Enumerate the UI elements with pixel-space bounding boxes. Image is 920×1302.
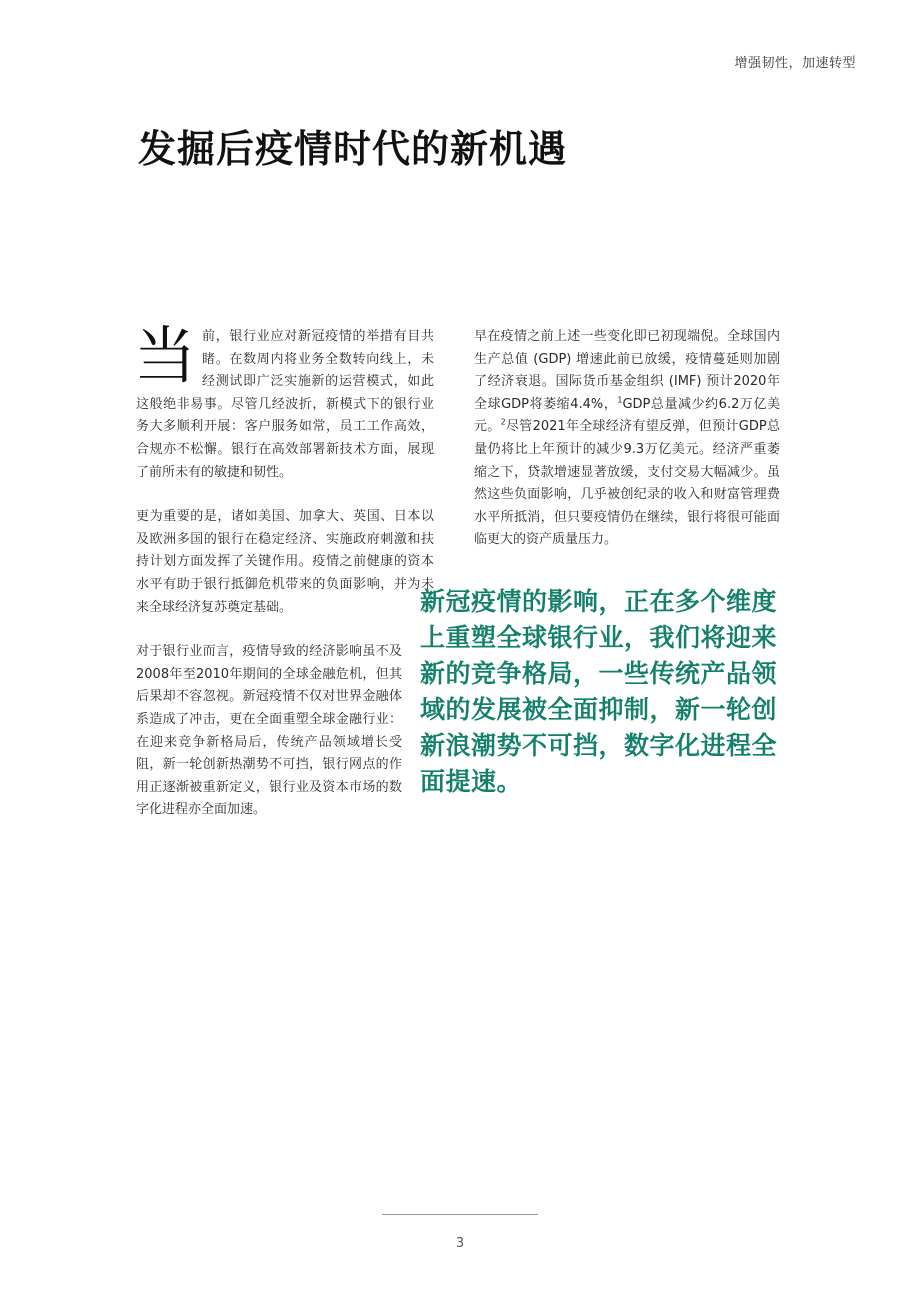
page-title: 发掘后疫情时代的新机遇 (138, 127, 568, 171)
right-paragraph-part-1: 早在疫情之前上述一些变化即已初现端倪。全球国内生产总值 (GDP) 增速此前已放缓，疫情蔓延则加剧了经济衰退。国际货币基金组织 (IMF) 预计2020年全球GDP将萎缩4.4%， (474, 329, 780, 412)
paragraph-2: 更为重要的是，诸如美国、加拿大、英国、日本以及欧洲多国的银行在稳定经济、实施政府刺激和扶持计划方面发挥了关键作用。疫情之前健康的资本水平有助于银行抵御危机带来的负面影响，并为未来全球经济复苏奠定基础。 (136, 509, 434, 615)
page-number: 3 (455, 1236, 465, 1251)
footnote-marker-2: 2 (500, 418, 506, 428)
running-header: 增强韧性，加速转型 (734, 56, 856, 71)
intro-paragraph (134, 319, 434, 484)
intro-paragraph-text: 前，银行业应对新冠疫情的举措有目共睹。在数周内将业务全数转向线上，未经测试即广泛实施新的运营模式，如此这般绝非易事。尽管几经波折，新模式下的银行业务大多顺利开展：客户服务如常，员工工作高效，合规亦不松懈。银行在高效部署新技术方面，展现了前所未有的敏捷和韧性。 (136, 329, 434, 480)
right-paragraph-part-2: GDP总量减少约6.2万亿美元。 (474, 396, 780, 435)
pull-quote: 新冠疫情的影响，正在多个维度上重塑全球银行业，我们将迎来新的竞争格局，一些传统产品领域的发展被全面抑制，新一轮创新浪潮势不可挡，数字化进程全面提速。 (420, 587, 778, 796)
right-paragraph (474, 326, 780, 552)
drop-cap: 当 (134, 319, 197, 392)
left-column (134, 319, 434, 822)
right-paragraph-part-3: 尽管2021年全球经济有望反弹，但预计GDP总量仍将比上年预计的减少9.3万亿美元。经济严重萎缩之下，贷款增速显著放缓，支付交易大幅减少。虽然这些负面影响，几乎被创纪录的收入和财富管理费水平所抵消，但只要疫情仍在继续，银行将很可能面临更大的资产质量压力。 (474, 419, 780, 548)
right-column (474, 326, 780, 552)
footer-divider (382, 1214, 538, 1215)
paragraph-3: 对于银行业而言，疫情导致的经济影响虽不及2008年至2010年期间的全球金融危机，但其后果却不容忽视。新冠疫情不仅对世界金融体系造成了冲击，更在全面重塑全球金融行业：在迎来竞争新格局后，传统产品领域增长受阻，新一轮创新热潮势不可挡，银行网点的作用正逐渐被重新定义，银行业及资本市场的数字化进程亦全面加速。 (136, 644, 402, 818)
footnote-marker-1: 1 (617, 395, 623, 405)
